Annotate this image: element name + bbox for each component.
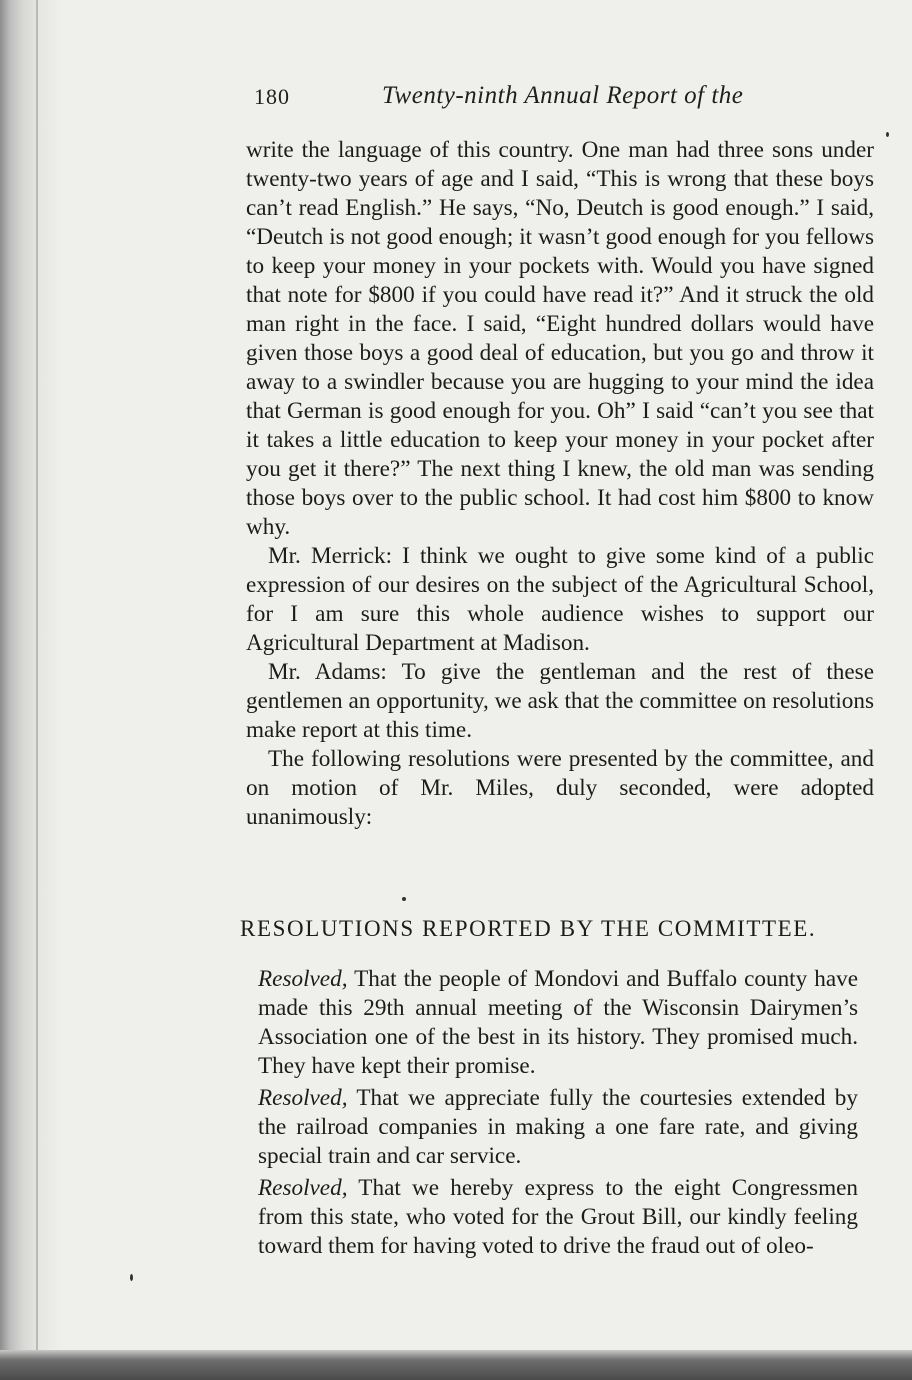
- resolved-label: Resolved,: [258, 1175, 348, 1201]
- paragraph-dialogue: write the language of this country. One man had three sons under twenty-two years of age and I said, “This is wrong that these boys can’t read English.” He says, “No, Deutch is good enough.” I said, “Deutch is not good enough; it wasn’t good enough for you fellows to keep your money in your pockets with. Would you have signed that note for $800 if you could have read it?” And it struck the old man right in the face. I said, “Eight hundred dollars would have given those boys a good deal of education, but you go and throw it away to a swindler because you are hugging to your mind the idea that German is good enough for you. Oh” I said “can’t you see that it takes a little education to keep your money in your pocket after you get it there?” The next thing I knew, the old man was sending those boys over to the public school. It had cost him $800 to know why.: [246, 137, 874, 540]
- resolution-text: That the people of Mondovi and Buffalo county have made this 29th annual meeting of the Wisconsin Dairymen’s Association one of the best in its history. They promised much. They have kept their promise.: [258, 966, 858, 1079]
- resolution-text: That we appreciate fully the courtesies extended by the railroad companies in making a one fare rate, and giving special train and car service.: [258, 1085, 858, 1169]
- paragraph-adams: Mr. Adams: To give the gentleman and the rest of these gentlemen an opportunity, we ask that the committee on resolutions make report at this time.: [246, 659, 874, 743]
- scan-speck: [886, 132, 889, 137]
- scan-speck: [402, 897, 406, 901]
- page-number: 180: [254, 84, 290, 109]
- resolved-label: Resolved,: [258, 1085, 348, 1111]
- resolution-item: [258, 965, 858, 1081]
- resolutions-list: [258, 965, 858, 1264]
- paragraph-merrick: Mr. Merrick: I think we ought to give some kind of a public expression of our desires on the subject of the Agricultural School, for I am sure this whole audience wishes to support our Agricultural Department at Madison.: [246, 543, 874, 656]
- resolution-item: [258, 1084, 858, 1171]
- page-bottom-edge: [0, 1350, 912, 1380]
- resolved-label: Resolved,: [258, 966, 348, 992]
- page-header: [254, 82, 854, 122]
- binding-crease: [36, 0, 38, 1380]
- running-head: Twenty-ninth Annual Report of the: [382, 82, 744, 109]
- paragraph-resolutions-intro: The following resolutions were presented by the committee, and on motion of Mr. Miles, duly seconded, were adopted unanimously:: [246, 746, 874, 830]
- resolution-text: That we hereby express to the eight Congressmen from this state, who voted for the Grout Bill, our kindly feeling toward them for having voted to drive the fraud out of oleo-: [258, 1175, 858, 1259]
- resolution-item: [258, 1174, 858, 1261]
- page-binding-edge: [0, 0, 62, 1380]
- body-text: [246, 136, 874, 832]
- scan-speck: [130, 1274, 133, 1281]
- section-heading: RESOLUTIONS REPORTED BY THE COMMITTEE.: [240, 916, 817, 941]
